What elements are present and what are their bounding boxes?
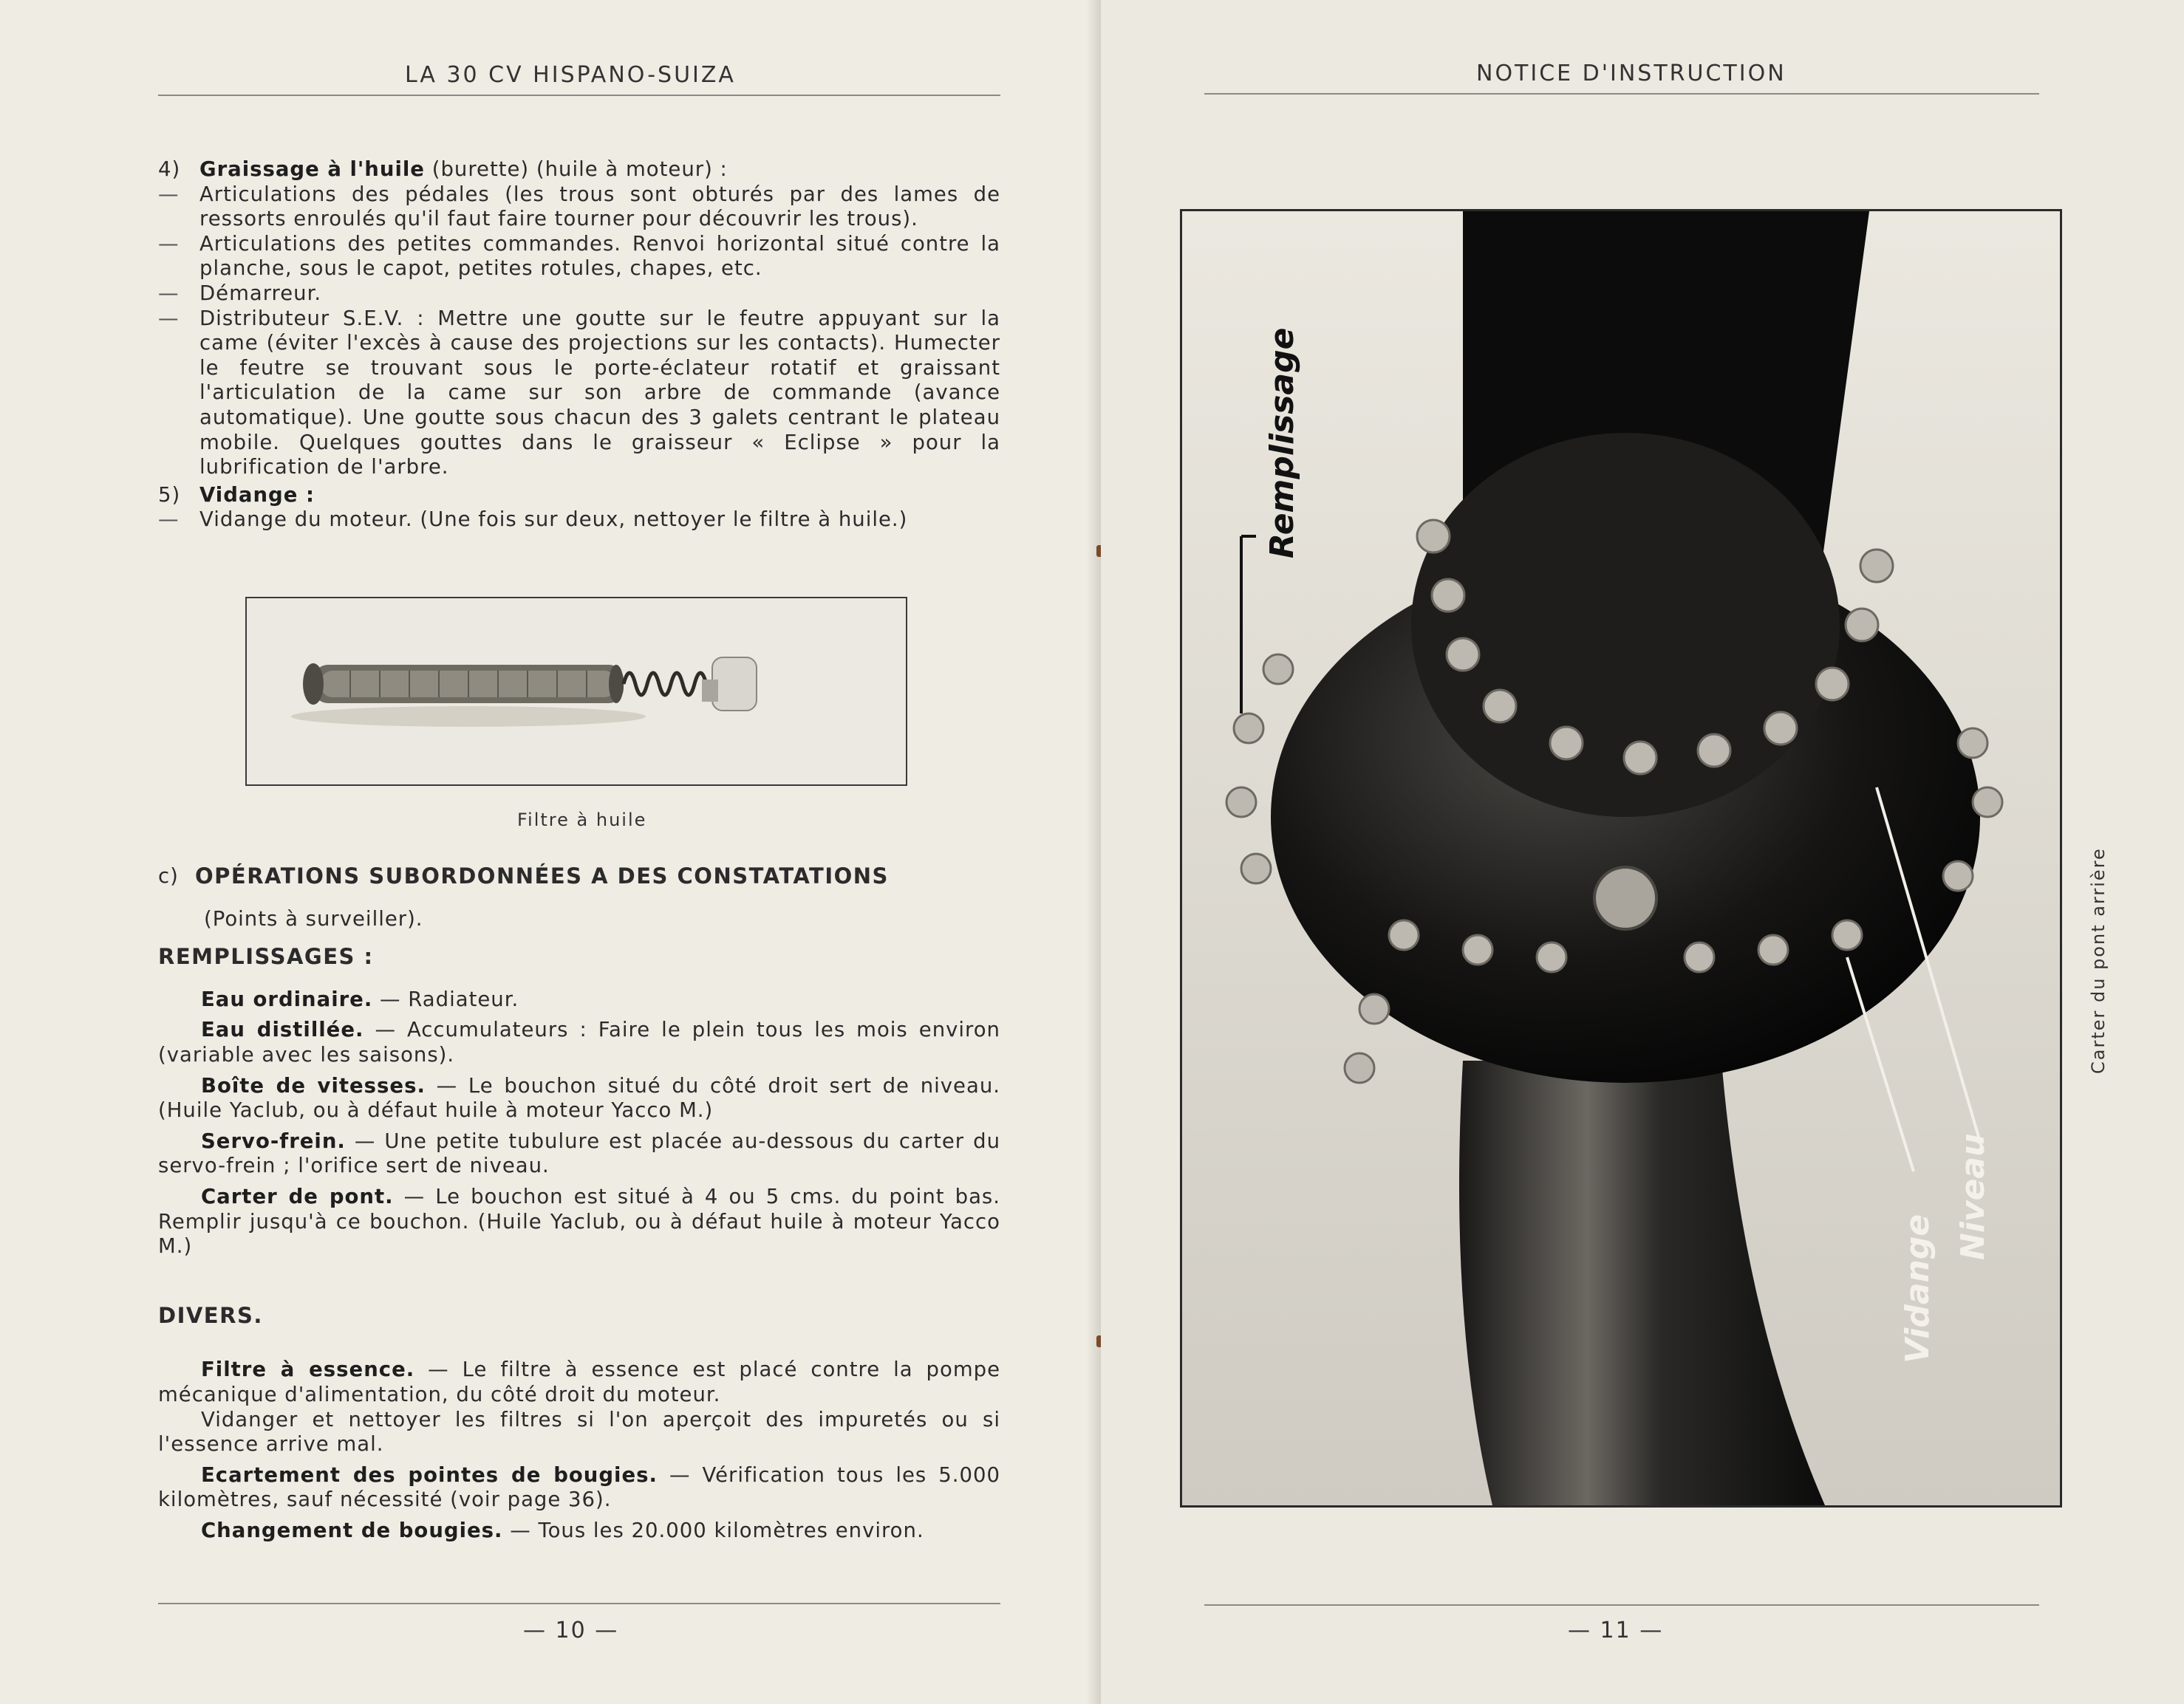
entry-carter-pont: Carter de pont. — Le bouchon est situé à 4 ou 5 cms. du point bas. Remplir jusqu'à ce bouchon. (Huile Yaclub, ou à défaut huile à moteur Yacco M.): [158, 1184, 1000, 1259]
rear-axle-illustration: [1182, 211, 2060, 1505]
side-caption: Carter du pont arrière: [2088, 846, 2109, 1074]
section-subtitle: (Points à surveiller).: [204, 906, 423, 931]
bullet-drain: Vidange du moteur. (Une fois sur deux, nettoyer le filtre à huile.): [199, 507, 908, 532]
footer-rule-right: [1204, 1604, 2039, 1606]
label-vidange: Vidange: [1899, 1214, 1936, 1363]
oil-filter-photo: [245, 597, 907, 786]
entry-filtre-essence: Filtre à essence. — Le filtre à essence est placé contre la pompe mécanique d'alimentation, du côté droit du moteur.: [158, 1358, 1001, 1406]
page-number-left: — 10 —: [523, 1618, 619, 1643]
operations-section: [158, 864, 1000, 1543]
entry-eau-distillee: Eau distillée. — Accumulateurs : Faire le plein tous les mois environ (variable avec les saisons).: [158, 1018, 1000, 1067]
entry-filtre-essence-extra: Vidanger et nettoyer les filtres si l'on aperçoit des impuretés ou si l'essence arrive mal.: [158, 1407, 1000, 1457]
item-number: 4): [158, 157, 181, 181]
section-title: OPÉRATIONS SUBORDONNÉES A DES CONSTATATIONS: [195, 863, 889, 889]
filter-caption: Filtre à huile: [517, 810, 647, 830]
oil-filter-illustration: [247, 598, 906, 784]
item-title: Vidange :: [199, 482, 315, 507]
bullet-distributor: Distributeur S.E.V. : Mettre une goutte sur le feutre appuyant sur la came (éviter l'excès à cause des projections sur les contacts). Humecter le feutre se trouvant sous le porte-éclateur rotatif et graissant l'articulation de la came sur son arbre de commande (avance automatique). Une goutte sous chacun des 3 galets centrant le plateau mobile. Quelques gouttes dans le graisseur « Eclipse » pour la lubrification de l'arbre.: [199, 306, 1000, 479]
entry-ecartement-bougies: Ecartement des pointes de bougies. — Vérification tous les 5.000 kilomètres, sauf nécessité (voir page 36).: [158, 1462, 1000, 1512]
oil-lubrication-section: 4) Graissage à l'huile (burette) (huile à moteur) : — Articulations des pédales (les trous sont obturés par des lames de ressorts enroulés qu'il faut faire tourner pour découvrir les trous). — Articulations des petites commandes. Renvoi horizontal situé contre la planche, sous le capot, petites rotules, chapes, etc. — Démarreur. — Distributeur S.E.V. : Mettre une goutte sur le feutre appuyant sur la came (éviter l'excès à cause des projections sur les contacts). Humecter le feutre se trouvant sous le porte-éclateur rotatif et graissant l'articulation de la came sur son arbre de commande (avance automatique). Une goutte sous chacun des 3 galets centrant le plateau mobile. Quelques gouttes dans le graisseur « Eclipse » pour la lubrification de l'arbre. 5) Vidange : — Vidange du moteur. (Une fois sur deux, nettoyer le filtre à huile.): [158, 157, 1000, 532]
entry-eau-ordinaire: Eau ordinaire. — Radiateur.: [201, 987, 519, 1011]
header-rule-left: [158, 95, 1000, 96]
running-head-left: LA 30 CV HISPANO-SUIZA: [405, 62, 736, 88]
rear-axle-photo: [1180, 209, 2062, 1508]
running-head-right: NOTICE D'INSTRUCTION: [1476, 61, 1787, 86]
label-niveau: Niveau: [1954, 1133, 1992, 1260]
item-number: 5): [158, 482, 181, 507]
label-remplissage: Remplissage: [1263, 327, 1301, 558]
entry-boite-vitesses: Boîte de vitesses. — Le bouchon situé du côté droit sert de niveau. (Huile Yaclub, ou à défaut huile à moteur Yacco M.): [158, 1073, 1000, 1123]
item-rest: (burette) (huile à moteur) :: [424, 157, 728, 181]
bullet-controls: Articulations des petites commandes. Renvoi horizontal situé contre la planche, sous le capot, petites rotules, chapes, etc.: [199, 231, 1000, 281]
entry-servo-frein: Servo-frein. — Une petite tubulure est placée au-dessous du carter du servo-frein ; l'orifice sert de niveau.: [158, 1129, 1000, 1178]
item-title: Graissage à l'huile: [199, 157, 425, 181]
section-letter: c): [158, 864, 179, 888]
divers-heading: DIVERS.: [158, 1302, 263, 1328]
page-number-right: — 11 —: [1568, 1618, 1664, 1643]
remplissages-heading: REMPLISSAGES :: [158, 944, 374, 970]
header-rule-right: [1204, 93, 2039, 95]
bullet-pedals: Articulations des pédales (les trous sont obturés par des lames de ressorts enroulés qu'il faut faire tourner pour découvrir les trous).: [199, 182, 1000, 231]
footer-rule-left: [158, 1603, 1000, 1604]
entry-changement-bougies: Changement de bougies. — Tous les 20.000 kilomètres environ.: [201, 1518, 924, 1542]
bullet-starter: Démarreur.: [199, 281, 322, 305]
